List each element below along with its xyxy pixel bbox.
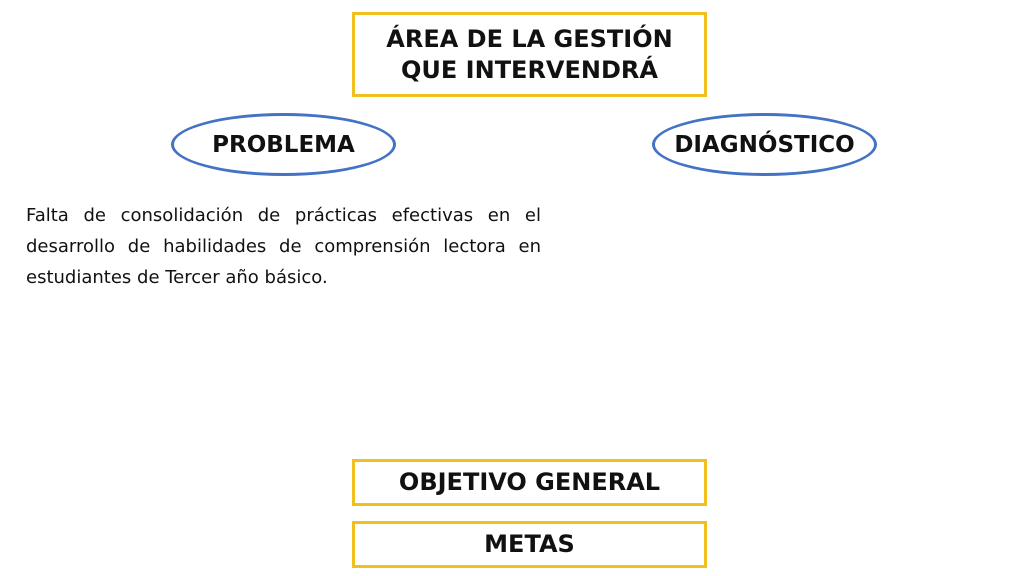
- goals-label: METAS: [484, 530, 575, 558]
- diagnosis-oval: [652, 113, 877, 176]
- problem-description: Falta de consolidación de prácticas efectivas en el desarrollo de habilidades de comprensión lectora en estudiantes de Tercer año básico.: [26, 205, 541, 288]
- diagnosis-label: DIAGNÓSTICO: [674, 131, 855, 158]
- general-objective-box: [352, 459, 707, 506]
- problem-label: PROBLEMA: [212, 131, 355, 158]
- problem-oval: [171, 113, 396, 176]
- general-objective-label: OBJETIVO GENERAL: [398, 468, 661, 496]
- goals-box: [352, 521, 707, 568]
- management-area-box: [352, 12, 707, 97]
- management-area-title: ÁREA DE LA GESTIÓN QUE INTERVENDRÁ: [386, 24, 673, 84]
